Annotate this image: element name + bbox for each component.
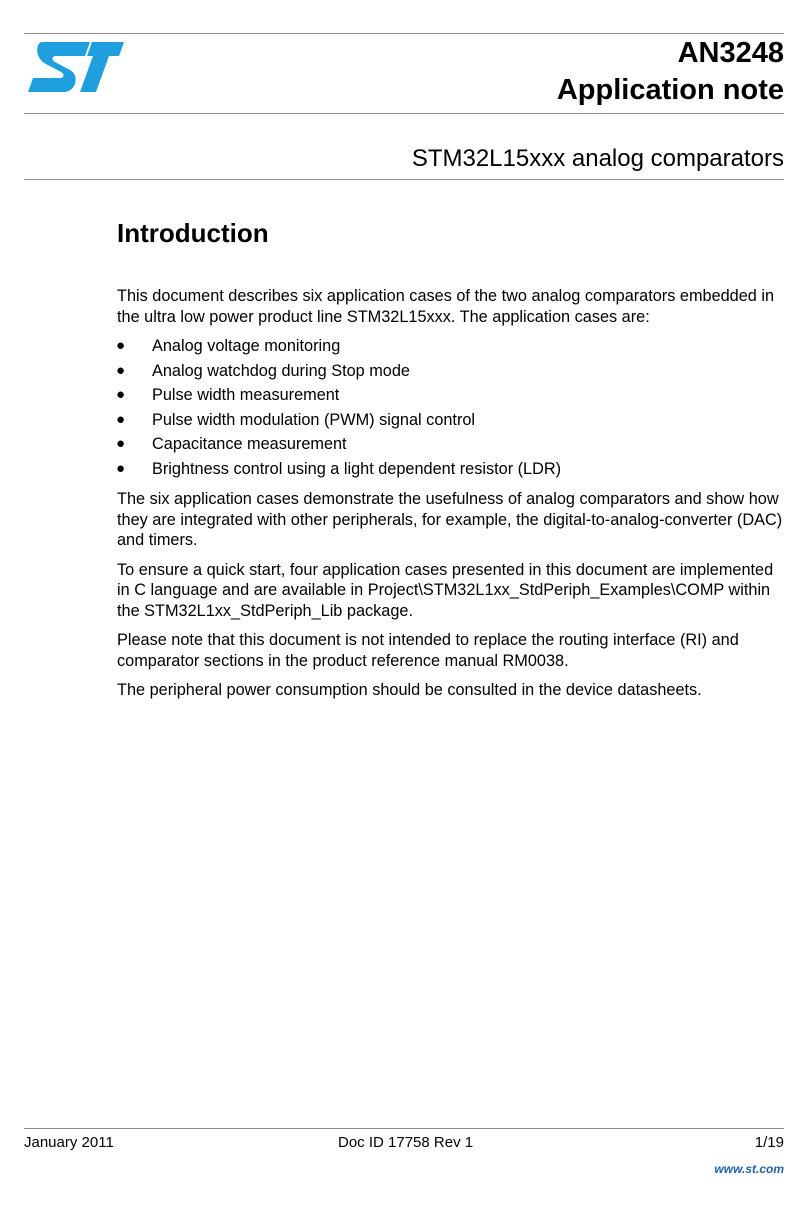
doc-subtitle: STM32L15xxx analog comparators <box>411 145 784 172</box>
bullet-icon: ● <box>116 435 126 452</box>
body-paragraph: The peripheral power consumption should be consulted in the device datasheets. <box>117 681 702 699</box>
bullet-icon: ● <box>116 410 126 428</box>
body-paragraph: Please note that this document is not intended to replace the routing interface (RI) and comparator sections in the product reference manual RM0038. <box>117 631 739 670</box>
list-item <box>117 361 787 386</box>
list-item-text: Brightness control using a light dependent resistor (LDR) <box>152 459 562 478</box>
list-item-text: Capacitance measurement <box>152 435 347 453</box>
doc-number: AN3248 <box>677 37 784 69</box>
footer-page-number: 1/19 <box>754 1134 784 1151</box>
application-cases-list <box>117 336 787 483</box>
body-paragraph: The six application cases demonstrate the usefulness of analog comparators and show how they are integrated with other peripherals, for example, the digital-to-analog-converter (DAC) and timers. <box>117 490 783 549</box>
subtitle-rule <box>24 179 784 180</box>
footer-doc-id: Doc ID 17758 Rev 1 <box>338 1134 474 1151</box>
doc-type: Application note <box>556 74 784 106</box>
list-item <box>117 410 787 435</box>
st-logo <box>24 40 126 106</box>
bullet-icon: ● <box>116 361 126 379</box>
list-item-text: Analog voltage monitoring <box>152 337 341 355</box>
footer-date: January 2011 <box>24 1134 114 1151</box>
list-item <box>117 434 787 459</box>
body-paragraph: To ensure a quick start, four application cases presented in this document are implemented in C language and are available in Project\STM32L1xx_StdPeriph_Examples\COMP within the STM32L1xx_StdPeriph_Lib package. <box>117 560 774 620</box>
header-rule <box>24 113 784 114</box>
list-item <box>117 459 787 484</box>
footer-rule <box>24 1128 784 1129</box>
intro-paragraph: This document describes six application cases of the two analog comparators embedded in the ultra low power product line STM32L15xxx. The application cases are: <box>117 287 775 326</box>
list-item <box>117 336 787 361</box>
list-item-text: Pulse width modulation (PWM) signal control <box>152 410 476 429</box>
footer-url-link[interactable]: www.st.com <box>714 1162 784 1176</box>
list-item-text: Pulse width measurement <box>152 386 340 404</box>
list-item <box>117 385 787 410</box>
section-body <box>117 286 787 710</box>
bullet-icon: ● <box>116 337 126 354</box>
bullet-icon: ● <box>116 386 126 403</box>
list-item-text: Analog watchdog during Stop mode <box>152 361 410 380</box>
top-rule <box>24 33 784 34</box>
bullet-icon: ● <box>116 459 126 477</box>
section-title: Introduction <box>117 218 269 248</box>
